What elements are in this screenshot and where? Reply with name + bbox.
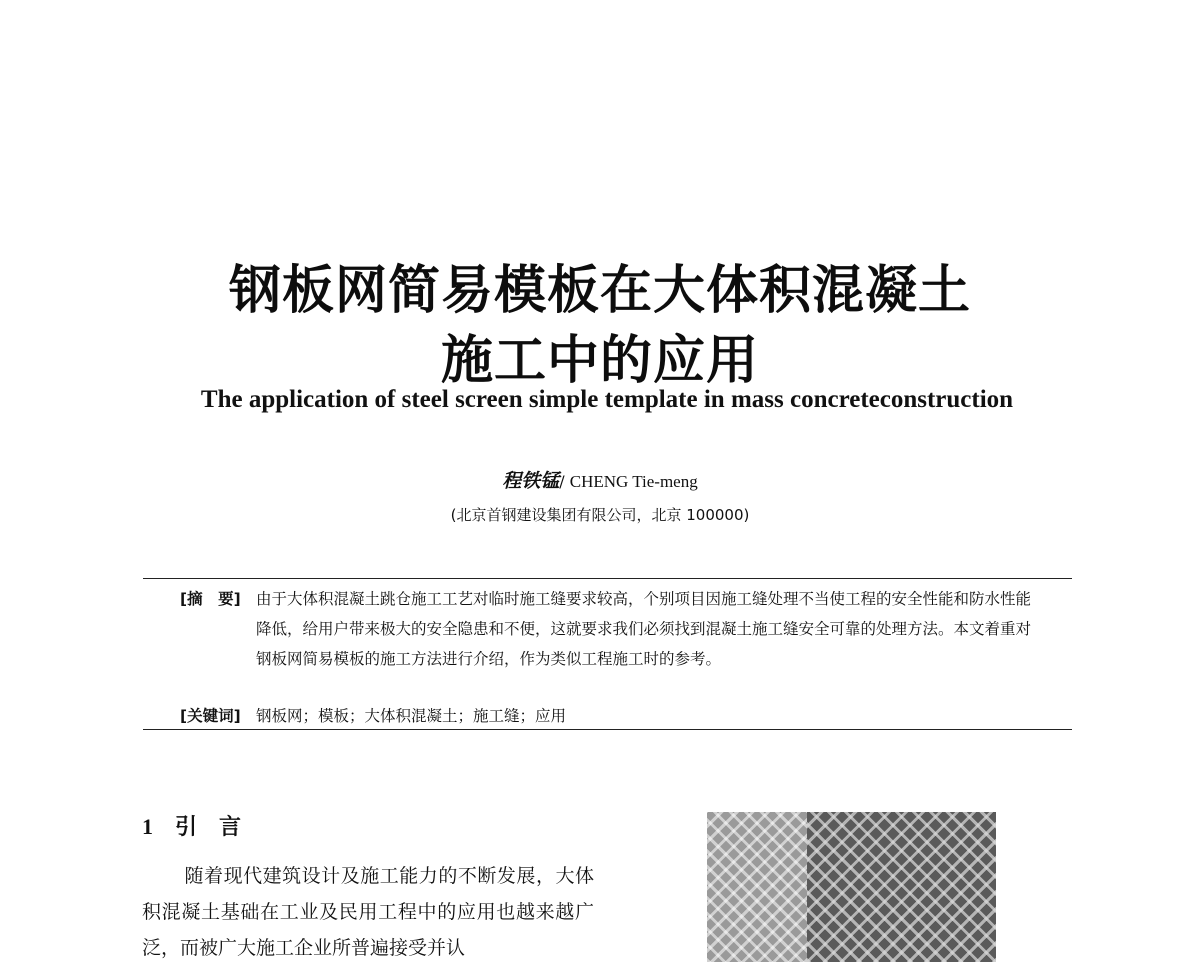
abstract — [180, 584, 1040, 674]
author-line — [0, 466, 1200, 493]
mesh-photo-light-area — [707, 812, 807, 962]
abstract-top-rule — [143, 578, 1072, 579]
abstract-row — [180, 584, 1040, 674]
section-number: 1 — [142, 814, 153, 839]
section-heading — [142, 810, 241, 841]
title-chinese-line-1: 钢板网简易模板在大体积混凝土 — [228, 261, 971, 321]
title-chinese-line-2: 施工中的应用 — [440, 331, 759, 391]
abstract-bottom-rule — [143, 729, 1072, 730]
title-english: The application of steel screen simple template in mass concreteconstruction — [200, 386, 1014, 413]
keywords — [180, 703, 1040, 729]
keywords-text: 钢板网；模板；大体积混凝土；施工缝；应用 — [256, 707, 567, 725]
body-paragraph — [142, 858, 594, 966]
affiliation: (北京首钢建设集团有限公司，北京 100000) — [450, 506, 750, 524]
abstract-label: [摘 要] — [180, 590, 241, 608]
body-paragraph-text: 随着现代建筑设计及施工能力的不断发展，大体积混凝土基础在工业及民用工程中的应用也越来越广泛，而被广大施工企业所普遍接受并认 — [142, 865, 594, 959]
mesh-photo-dark-area — [807, 812, 996, 962]
steel-mesh-photo — [707, 812, 996, 962]
author-name-english: CHENG Tie-meng — [569, 472, 698, 491]
author-name-chinese: 程铁锰 — [502, 470, 560, 492]
abstract-text: 由于大体积混凝土跳仓施工工艺对临时施工缝要求较高，个别项目因施工缝处理不当使工程的安全性能和防水性能降低，给用户带来极大的安全隐患和不便，这就要求我们必须找到混凝土施工缝安全可靠的处理方法。本文着重对钢板网简易模板的施工方法进行介绍，作为类似工程施工时的参考。 — [256, 590, 1032, 668]
author-separator: / — [559, 472, 570, 491]
section-title: 引 言 — [175, 815, 242, 840]
keywords-label: [关键词] — [180, 707, 241, 725]
